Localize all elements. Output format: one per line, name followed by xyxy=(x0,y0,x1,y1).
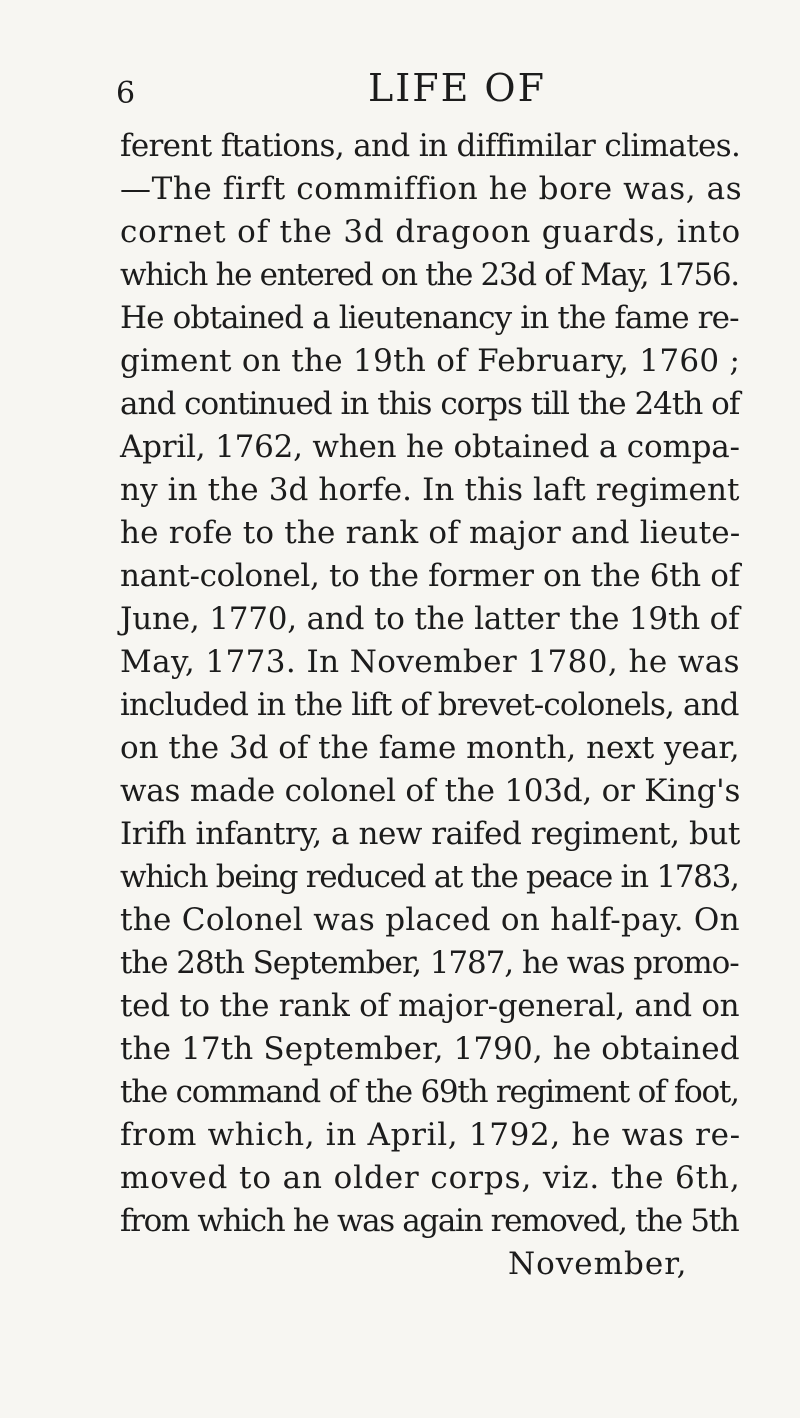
text-line: the Colonel was placed on half-pay. On xyxy=(120,902,740,938)
text-line: from which, in April, 1792, he was re- xyxy=(120,1117,741,1153)
text-line: the 28th September, 1787, he was promo- xyxy=(120,945,739,981)
text-line: nant-colonel, to the former on the 6th of xyxy=(120,558,740,594)
text-line: moved to an older corps, viz. the 6th, xyxy=(120,1160,741,1196)
text-line: April, 1762, when he obtained a compa- xyxy=(120,429,740,465)
catchword: November, xyxy=(508,1246,688,1282)
text-line: cornet of the 3d dragoon guards, into xyxy=(120,214,742,250)
text-line: included in the lift of brevet-colonels, and xyxy=(120,687,739,723)
text-line: from which he was again removed, the 5th xyxy=(120,1203,739,1239)
text-line: he rofe to the rank of major and lieute- xyxy=(120,515,741,551)
page-header xyxy=(0,66,800,116)
text-line: —The firft commiffion he bore was, as xyxy=(120,171,743,207)
text-line: the 17th September, 1790, he obtained xyxy=(120,1031,740,1067)
text-line: He obtained a lieutenancy in the fame re- xyxy=(120,300,739,336)
text-line: and continued in this corps till the 24th of xyxy=(120,386,740,422)
text-line: which being reduced at the peace in 1783, xyxy=(120,859,739,895)
text-line: Irifh infantry, a new raifed regiment, but xyxy=(120,816,740,852)
text-line: ted to the rank of major-general, and on xyxy=(120,988,740,1024)
text-line: giment on the 19th of February, 1760 ; xyxy=(120,343,741,379)
running-head: LIFE OF xyxy=(368,66,546,110)
text-line: ny in the 3d horfe. In this laft regiment xyxy=(120,472,740,508)
text-line: which he entered on the 23d of May, 1756. xyxy=(120,257,739,293)
page-number: 6 xyxy=(116,76,137,111)
text-line: the command of the 69th regiment of foot, xyxy=(120,1074,739,1110)
text-line: June, 1770, and to the latter the 19th of xyxy=(120,601,740,637)
text-line: was made colonel of the 103d, or King's xyxy=(120,773,741,809)
text-line: on the 3d of the fame month, next year, xyxy=(120,730,740,766)
text-line: ferent ftations, and in diffimilar climates. xyxy=(120,128,741,164)
text-line: May, 1773. In November 1780, he was xyxy=(120,644,741,680)
